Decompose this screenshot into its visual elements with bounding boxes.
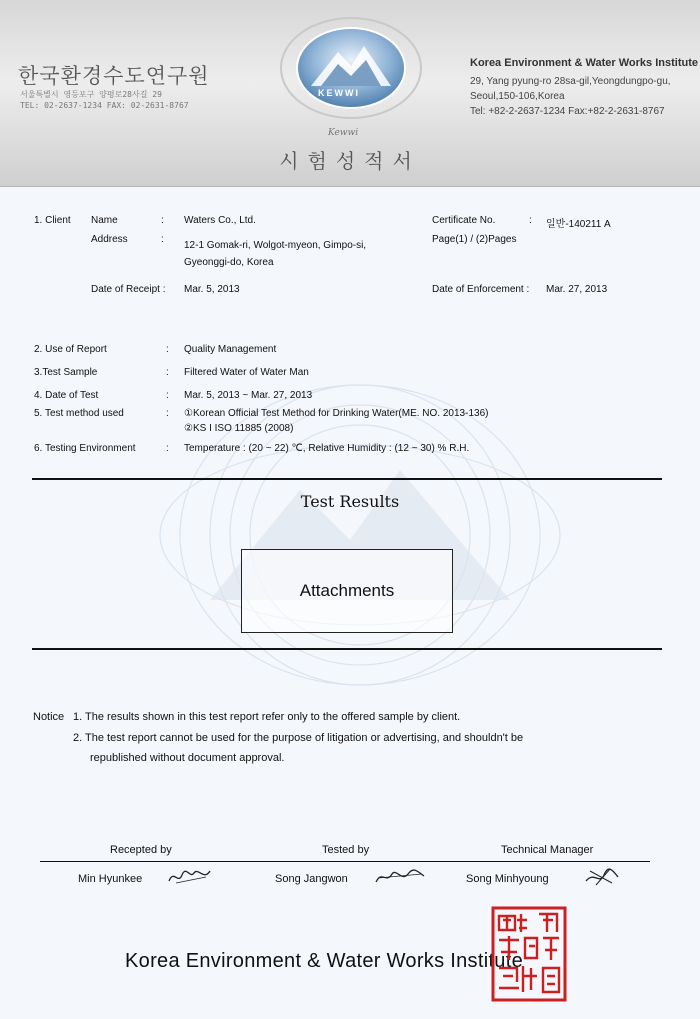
- letterhead: [0, 0, 700, 187]
- address-label: Address: [91, 234, 128, 245]
- attachments-box: [241, 549, 453, 633]
- signature-icon: [372, 864, 428, 888]
- page-info: Page(1) / (2)Pages: [432, 234, 517, 245]
- client-section-label: 1. Client: [34, 215, 71, 226]
- document-title: 시험성적서: [279, 149, 421, 173]
- testing-environment-label: 6. Testing Environment: [34, 443, 136, 454]
- test-results-title: Test Results: [300, 492, 400, 511]
- signature-line: [40, 861, 650, 862]
- test-sample-value: Filtered Water of Water Man: [184, 367, 309, 378]
- signature-icon: [166, 865, 214, 887]
- recepted-by-label: Recepted by: [110, 844, 172, 856]
- receipt-date-label: Date of Receipt :: [91, 284, 166, 295]
- colon: :: [161, 215, 164, 226]
- notice-item-2: 2. The test report cannot be used for the purpose of litigation or advertising, and shouldn't be: [73, 732, 524, 744]
- testing-environment-value: Temperature : (20 ~ 22) ℃, Relative Humidity : (12 ~ 30) % R.H.: [184, 443, 470, 454]
- use-of-report-label: 2. Use of Report: [34, 344, 107, 355]
- certificate-no-label: Certificate No.: [432, 215, 496, 226]
- colon: :: [166, 443, 169, 454]
- org-address-english: 29, Yang pyung-ro 28sa-gil,Yeongdungpo-gu, Seoul,150-106,Korea Tel: +82-2-2637-1234 Fax:+82-2-2631-8767: [470, 76, 671, 117]
- use-of-report-value: Quality Management: [184, 344, 277, 355]
- certificate-no-value: 일반-140211 A: [546, 219, 611, 230]
- colon: :: [166, 344, 169, 355]
- date-of-test-value: Mar. 5, 2013 ~ Mar. 27, 2013: [184, 390, 313, 401]
- address-line-1: 12-1 Gomak-ri, Wolgot-myeon, Gimpo-si,: [184, 240, 367, 251]
- org-address-korean: 서울특별시 영등포구 양평로28사길 29 TEL: 02-2637-1234 FAX: 02-2631-8767: [20, 90, 189, 110]
- footer-org-name: Korea Environment & Water Works Institute: [125, 950, 524, 972]
- colon: :: [161, 234, 164, 245]
- org-name-korean: 한국환경수도연구원: [18, 64, 210, 88]
- tested-by-name: Song Jangwon: [275, 873, 348, 885]
- technical-manager-name: Song Minhyoung: [466, 873, 549, 885]
- test-method-value-2: ②KS I ISO 11885 (2008): [184, 423, 294, 434]
- colon: :: [166, 408, 169, 419]
- colon: :: [529, 215, 532, 226]
- notice-item-2-cont: republished without document approval.: [90, 752, 285, 764]
- logo-caption: Kewwi: [328, 128, 359, 138]
- address-line-2: Gyeonggi-do, Korea: [184, 257, 274, 268]
- tested-by-label: Tested by: [322, 844, 370, 856]
- enforcement-date-label: Date of Enforcement :: [432, 284, 530, 295]
- date-of-test-label: 4. Date of Test: [34, 390, 99, 401]
- notice-item-1: 1. The results shown in this test report refer only to the offered sample by client.: [73, 711, 461, 723]
- logo-text: KEWWI: [318, 88, 360, 98]
- client-name-value: Waters Co., Ltd.: [184, 215, 256, 226]
- institute-logo-icon: [276, 14, 426, 122]
- org-name-english: Korea Environment & Water Works Institute: [470, 57, 698, 69]
- name-label: Name: [91, 215, 118, 226]
- colon: :: [166, 367, 169, 378]
- notice-label: Notice: [33, 711, 65, 723]
- test-method-value-1: ①Korean Official Test Method for Drinking Water(ME. NO. 2013-136): [184, 408, 489, 419]
- receipt-date-value: Mar. 5, 2013: [184, 284, 240, 295]
- official-seal-icon: [491, 906, 567, 1002]
- signature-icon: [582, 863, 622, 889]
- test-method-label: 5. Test method used: [34, 408, 124, 419]
- recepted-by-name: Min Hyunkee: [78, 873, 143, 885]
- attachments-label: Attachments: [299, 581, 395, 600]
- divider-bottom: [32, 648, 662, 650]
- watermark-logo-icon: [150, 370, 570, 700]
- enforcement-date-value: Mar. 27, 2013: [546, 284, 608, 295]
- colon: :: [166, 390, 169, 401]
- divider-top: [32, 478, 662, 480]
- technical-manager-label: Technical Manager: [501, 844, 594, 856]
- test-sample-label: 3.Test Sample: [34, 367, 98, 378]
